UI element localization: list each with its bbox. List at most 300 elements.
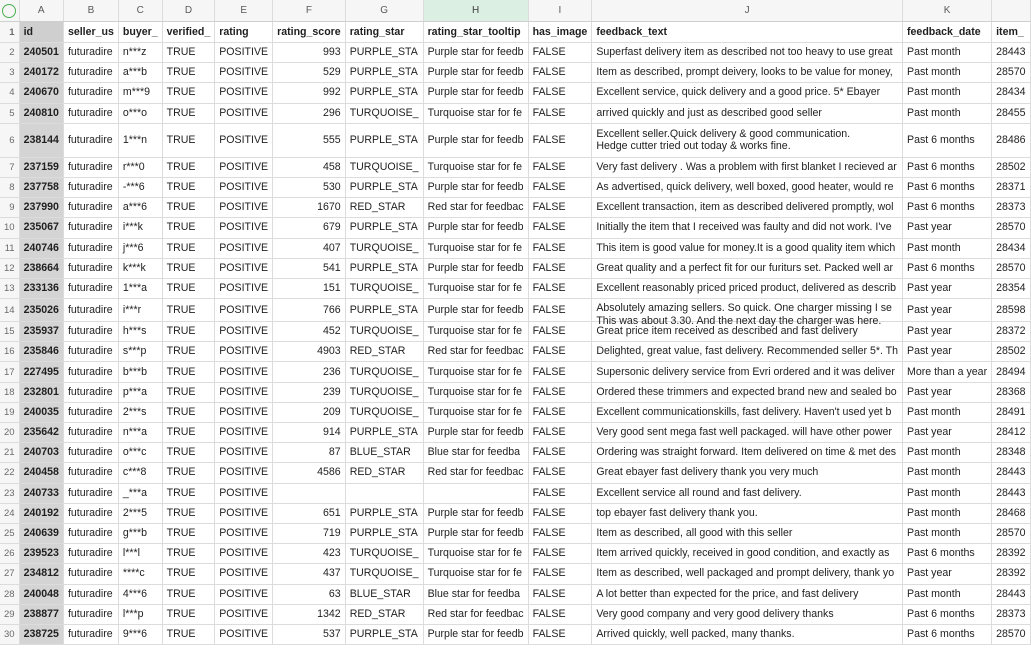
cell-id[interactable]: 235067: [19, 218, 63, 238]
cell-verified[interactable]: TRUE: [162, 278, 215, 298]
cell-image[interactable]: FALSE: [528, 402, 592, 422]
column-letter[interactable]: A: [19, 0, 63, 22]
cell-star[interactable]: [345, 483, 423, 503]
cell-star[interactable]: PURPLE_STA: [345, 299, 423, 322]
cell-text[interactable]: As advertised, quick delivery, well boxed, good heater, would re: [592, 177, 903, 197]
row-number[interactable]: 8: [0, 177, 19, 197]
cell-text[interactable]: Arrived quickly, well packed, many thanks.: [592, 624, 903, 644]
cell-tooltip[interactable]: Purple star for feedb: [423, 299, 528, 322]
cell-date[interactable]: Past year: [903, 342, 992, 362]
cell-item[interactable]: 28368: [992, 382, 1030, 402]
cell-item[interactable]: 28570: [992, 258, 1030, 278]
column-letter[interactable]: C: [118, 0, 162, 22]
header-cell[interactable]: rating: [215, 22, 273, 43]
cell-verified[interactable]: TRUE: [162, 43, 215, 63]
cell-text[interactable]: [592, 299, 903, 327]
header-cell[interactable]: rating_star_tooltip: [423, 22, 528, 43]
cell-verified[interactable]: TRUE: [162, 198, 215, 218]
header-cell[interactable]: verified_: [162, 22, 215, 43]
row-number[interactable]: 1: [0, 22, 19, 43]
cell-item[interactable]: 28348: [992, 443, 1030, 463]
cell-verified[interactable]: TRUE: [162, 83, 215, 103]
cell-score[interactable]: 423: [273, 544, 346, 564]
row-number[interactable]: 15: [0, 322, 19, 342]
cell-item[interactable]: 28570: [992, 63, 1030, 83]
cell-seller[interactable]: futuradire: [63, 103, 118, 123]
cell-verified[interactable]: TRUE: [162, 564, 215, 584]
cell-score[interactable]: 458: [273, 157, 346, 177]
cell-rating[interactable]: POSITIVE: [215, 157, 273, 177]
cell-image[interactable]: FALSE: [528, 523, 592, 543]
cell-star[interactable]: RED_STAR: [345, 342, 423, 362]
cell-item[interactable]: 28502: [992, 157, 1030, 177]
cell-verified[interactable]: TRUE: [162, 523, 215, 543]
cell-rating[interactable]: POSITIVE: [215, 63, 273, 83]
cell-star[interactable]: PURPLE_STA: [345, 83, 423, 103]
cell-rating[interactable]: POSITIVE: [215, 103, 273, 123]
cell-score[interactable]: 537: [273, 624, 346, 644]
cell-star[interactable]: TURQUOISE_: [345, 278, 423, 298]
cell-date[interactable]: Past month: [903, 43, 992, 63]
cell-id[interactable]: 235937: [19, 322, 63, 342]
column-letter[interactable]: J: [592, 0, 903, 22]
column-letter[interactable]: I: [528, 0, 592, 22]
cell-verified[interactable]: TRUE: [162, 463, 215, 483]
cell-item[interactable]: 28570: [992, 624, 1030, 644]
cell-buyer[interactable]: 1***n: [118, 123, 162, 157]
cell-id[interactable]: 240670: [19, 83, 63, 103]
cell-text[interactable]: This item is good value for money.It is a good quality item which: [592, 238, 903, 258]
row-number[interactable]: 19: [0, 402, 19, 422]
cell-id[interactable]: 234812: [19, 564, 63, 584]
cell-tooltip[interactable]: Purple star for feedb: [423, 624, 528, 644]
cell-score[interactable]: 437: [273, 564, 346, 584]
cell-seller[interactable]: futuradire: [63, 258, 118, 278]
cell-score[interactable]: 1342: [273, 604, 346, 624]
cell-seller[interactable]: futuradire: [63, 503, 118, 523]
cell-tooltip[interactable]: Turquoise star for fe: [423, 402, 528, 422]
cell-item[interactable]: 28443: [992, 463, 1030, 483]
header-cell[interactable]: feedback_text: [592, 22, 903, 43]
cell-image[interactable]: FALSE: [528, 342, 592, 362]
cell-id[interactable]: 227495: [19, 362, 63, 382]
cell-image[interactable]: FALSE: [528, 584, 592, 604]
column-letter[interactable]: G: [345, 0, 423, 22]
cell-buyer[interactable]: i***k: [118, 218, 162, 238]
row-number[interactable]: 6: [0, 123, 19, 157]
cell-score[interactable]: 529: [273, 63, 346, 83]
cell-text[interactable]: Ordering was straight forward. Item delivered on time & met des: [592, 443, 903, 463]
cell-verified[interactable]: TRUE: [162, 402, 215, 422]
cell-date[interactable]: Past year: [903, 564, 992, 584]
row-number[interactable]: 9: [0, 198, 19, 218]
cell-buyer[interactable]: -***6: [118, 177, 162, 197]
cell-buyer[interactable]: s***p: [118, 342, 162, 362]
cell-star[interactable]: RED_STAR: [345, 198, 423, 218]
cell-tooltip[interactable]: Turquoise star for fe: [423, 157, 528, 177]
cell-seller[interactable]: futuradire: [63, 63, 118, 83]
cell-image[interactable]: FALSE: [528, 278, 592, 298]
cell-score[interactable]: [273, 483, 346, 503]
cell-date[interactable]: Past 6 months: [903, 544, 992, 564]
cell-id[interactable]: 238664: [19, 258, 63, 278]
cell-seller[interactable]: futuradire: [63, 624, 118, 644]
cell-seller[interactable]: futuradire: [63, 342, 118, 362]
cell-text[interactable]: Excellent transaction, item as described delivered promptly, wol: [592, 198, 903, 218]
cell-item[interactable]: 28443: [992, 483, 1030, 503]
cell-star[interactable]: PURPLE_STA: [345, 43, 423, 63]
cell-date[interactable]: Past month: [903, 483, 992, 503]
cell-score[interactable]: 530: [273, 177, 346, 197]
cell-score[interactable]: 87: [273, 443, 346, 463]
cell-seller[interactable]: futuradire: [63, 483, 118, 503]
cell-tooltip[interactable]: Purple star for feedb: [423, 83, 528, 103]
cell-item[interactable]: 28372: [992, 322, 1030, 342]
cell-image[interactable]: FALSE: [528, 258, 592, 278]
cell-item[interactable]: 28373: [992, 198, 1030, 218]
column-letter[interactable]: K: [903, 0, 992, 22]
cell-id[interactable]: 240639: [19, 523, 63, 543]
cell-id[interactable]: 240733: [19, 483, 63, 503]
cell-rating[interactable]: POSITIVE: [215, 483, 273, 503]
row-number[interactable]: 23: [0, 483, 19, 503]
cell-seller[interactable]: futuradire: [63, 463, 118, 483]
cell-buyer[interactable]: b***b: [118, 362, 162, 382]
cell-star[interactable]: RED_STAR: [345, 604, 423, 624]
cell-verified[interactable]: TRUE: [162, 157, 215, 177]
cell-seller[interactable]: futuradire: [63, 299, 118, 322]
row-number[interactable]: 27: [0, 564, 19, 584]
cell-star[interactable]: PURPLE_STA: [345, 218, 423, 238]
cell-tooltip[interactable]: Purple star for feedb: [423, 123, 528, 157]
cell-image[interactable]: FALSE: [528, 218, 592, 238]
cell-rating[interactable]: POSITIVE: [215, 503, 273, 523]
cell-rating[interactable]: POSITIVE: [215, 43, 273, 63]
cell-item[interactable]: 28570: [992, 523, 1030, 543]
cell-id[interactable]: 237990: [19, 198, 63, 218]
cell-rating[interactable]: POSITIVE: [215, 463, 273, 483]
header-cell[interactable]: rating_score: [273, 22, 346, 43]
cell-text[interactable]: Excellent communicationskills, fast delivery. Haven't used yet b: [592, 402, 903, 422]
cell-buyer[interactable]: l***p: [118, 604, 162, 624]
cell-tooltip[interactable]: Purple star for feedb: [423, 218, 528, 238]
cell-date[interactable]: Past month: [903, 443, 992, 463]
cell-id[interactable]: 235642: [19, 423, 63, 443]
cell-rating[interactable]: POSITIVE: [215, 278, 273, 298]
cell-score[interactable]: 236: [273, 362, 346, 382]
row-number[interactable]: 7: [0, 157, 19, 177]
cell-tooltip[interactable]: Blue star for feedba: [423, 443, 528, 463]
cell-star[interactable]: TURQUOISE_: [345, 402, 423, 422]
cell-image[interactable]: FALSE: [528, 463, 592, 483]
cell-star[interactable]: PURPLE_STA: [345, 423, 423, 443]
cell-item[interactable]: 28494: [992, 362, 1030, 382]
cell-rating[interactable]: POSITIVE: [215, 299, 273, 322]
cell-date[interactable]: Past month: [903, 503, 992, 523]
cell-id[interactable]: 237159: [19, 157, 63, 177]
row-number[interactable]: 3: [0, 63, 19, 83]
cell-seller[interactable]: futuradire: [63, 382, 118, 402]
row-number[interactable]: 29: [0, 604, 19, 624]
cell-date[interactable]: Past 6 months: [903, 604, 992, 624]
cell-buyer[interactable]: 2***5: [118, 503, 162, 523]
header-cell[interactable]: item_: [992, 22, 1030, 43]
header-cell[interactable]: seller_us: [63, 22, 118, 43]
cell-image[interactable]: FALSE: [528, 157, 592, 177]
cell-tooltip[interactable]: Purple star for feedb: [423, 503, 528, 523]
row-number[interactable]: 13: [0, 278, 19, 298]
cell-score[interactable]: 209: [273, 402, 346, 422]
cell-text[interactable]: Great quality and a perfect fit for our furiturs set. Packed well ar: [592, 258, 903, 278]
cell-date[interactable]: Past 6 months: [903, 177, 992, 197]
cell-rating[interactable]: POSITIVE: [215, 402, 273, 422]
cell-seller[interactable]: futuradire: [63, 322, 118, 342]
cell-buyer[interactable]: c***8: [118, 463, 162, 483]
cell-tooltip[interactable]: Purple star for feedb: [423, 63, 528, 83]
cell-image[interactable]: FALSE: [528, 322, 592, 342]
cell-seller[interactable]: futuradire: [63, 123, 118, 157]
cell-star[interactable]: TURQUOISE_: [345, 157, 423, 177]
row-number[interactable]: 2: [0, 43, 19, 63]
cell-seller[interactable]: futuradire: [63, 157, 118, 177]
cell-rating[interactable]: POSITIVE: [215, 342, 273, 362]
cell-date[interactable]: Past month: [903, 103, 992, 123]
cell-seller[interactable]: futuradire: [63, 402, 118, 422]
row-number[interactable]: 11: [0, 238, 19, 258]
cell-text[interactable]: Excellent seller.Quick delivery & good communication. Hedge cutter tried out today & works fine.: [592, 123, 903, 157]
cell-tooltip[interactable]: Red star for feedbac: [423, 604, 528, 624]
cell-id[interactable]: 240810: [19, 103, 63, 123]
cell-image[interactable]: FALSE: [528, 564, 592, 584]
cell-item[interactable]: 28502: [992, 342, 1030, 362]
cell-tooltip[interactable]: Purple star for feedb: [423, 258, 528, 278]
cell-image[interactable]: FALSE: [528, 43, 592, 63]
cell-tooltip[interactable]: Purple star for feedb: [423, 177, 528, 197]
cell-image[interactable]: FALSE: [528, 238, 592, 258]
cell-date[interactable]: Past month: [903, 463, 992, 483]
cell-item[interactable]: 28434: [992, 238, 1030, 258]
cell-text[interactable]: top ebayer fast delivery thank you.: [592, 503, 903, 523]
cell-text[interactable]: Very fast delivery . Was a problem with first blanket I recieved ar: [592, 157, 903, 177]
cell-id[interactable]: 240048: [19, 584, 63, 604]
cell-star[interactable]: TURQUOISE_: [345, 544, 423, 564]
cell-buyer[interactable]: 4***6: [118, 584, 162, 604]
cell-buyer[interactable]: 1***a: [118, 278, 162, 298]
cell-rating[interactable]: POSITIVE: [215, 584, 273, 604]
cell-star[interactable]: RED_STAR: [345, 463, 423, 483]
row-number[interactable]: 26: [0, 544, 19, 564]
cell-verified[interactable]: TRUE: [162, 238, 215, 258]
cell-verified[interactable]: TRUE: [162, 423, 215, 443]
cell-star[interactable]: PURPLE_STA: [345, 523, 423, 543]
cell-date[interactable]: Past month: [903, 63, 992, 83]
cell-buyer[interactable]: h***s: [118, 322, 162, 342]
cell-rating[interactable]: POSITIVE: [215, 443, 273, 463]
cell-seller[interactable]: futuradire: [63, 278, 118, 298]
cell-buyer[interactable]: p***a: [118, 382, 162, 402]
cell-tooltip[interactable]: Turquoise star for fe: [423, 362, 528, 382]
cell-date[interactable]: Past year: [903, 322, 992, 342]
row-number[interactable]: 21: [0, 443, 19, 463]
cell-id[interactable]: 240703: [19, 443, 63, 463]
row-number[interactable]: 30: [0, 624, 19, 644]
row-number[interactable]: 22: [0, 463, 19, 483]
cell-image[interactable]: FALSE: [528, 123, 592, 157]
cell-star[interactable]: TURQUOISE_: [345, 382, 423, 402]
cell-star[interactable]: PURPLE_STA: [345, 258, 423, 278]
cell-id[interactable]: 240501: [19, 43, 63, 63]
cell-id[interactable]: 239523: [19, 544, 63, 564]
cell-verified[interactable]: TRUE: [162, 63, 215, 83]
cell-star[interactable]: TURQUOISE_: [345, 322, 423, 342]
cell-tooltip[interactable]: Red star for feedbac: [423, 342, 528, 362]
cell-tooltip[interactable]: Turquoise star for fe: [423, 322, 528, 342]
cell-text[interactable]: Item arrived quickly, received in good condition, and exactly as: [592, 544, 903, 564]
header-cell[interactable]: rating_star: [345, 22, 423, 43]
cell-buyer[interactable]: l***l: [118, 544, 162, 564]
cell-text[interactable]: Item as described, well packaged and prompt delivery, thank yo: [592, 564, 903, 584]
cell-item[interactable]: 28443: [992, 584, 1030, 604]
cell-text[interactable]: Very good sent mega fast well packaged. will have other power: [592, 423, 903, 443]
cell-id[interactable]: 238725: [19, 624, 63, 644]
cell-buyer[interactable]: j***6: [118, 238, 162, 258]
cell-date[interactable]: Past 6 months: [903, 157, 992, 177]
cell-tooltip[interactable]: Blue star for feedba: [423, 584, 528, 604]
cell-date[interactable]: Past year: [903, 278, 992, 298]
cell-date[interactable]: Past year: [903, 218, 992, 238]
cell-verified[interactable]: TRUE: [162, 382, 215, 402]
cell-buyer[interactable]: _***a: [118, 483, 162, 503]
cell-score[interactable]: 914: [273, 423, 346, 443]
cell-image[interactable]: FALSE: [528, 483, 592, 503]
cell-rating[interactable]: POSITIVE: [215, 322, 273, 342]
cell-seller[interactable]: futuradire: [63, 238, 118, 258]
cell-verified[interactable]: TRUE: [162, 544, 215, 564]
header-cell[interactable]: buyer_: [118, 22, 162, 43]
cell-star[interactable]: TURQUOISE_: [345, 564, 423, 584]
cell-id[interactable]: 240746: [19, 238, 63, 258]
cell-item[interactable]: 28392: [992, 564, 1030, 584]
column-letter[interactable]: D: [162, 0, 215, 22]
cell-image[interactable]: FALSE: [528, 103, 592, 123]
cell-buyer[interactable]: m***9: [118, 83, 162, 103]
cell-rating[interactable]: POSITIVE: [215, 83, 273, 103]
cell-item[interactable]: 28468: [992, 503, 1030, 523]
cell-date[interactable]: Past year: [903, 299, 992, 322]
row-number[interactable]: 20: [0, 423, 19, 443]
cell-id[interactable]: 235026: [19, 299, 63, 322]
cell-buyer[interactable]: g***b: [118, 523, 162, 543]
row-number[interactable]: 17: [0, 362, 19, 382]
cell-text[interactable]: arrived quickly and just as described good seller: [592, 103, 903, 123]
cell-buyer[interactable]: r***0: [118, 157, 162, 177]
column-letter[interactable]: E: [215, 0, 273, 22]
cell-id[interactable]: 240192: [19, 503, 63, 523]
cell-item[interactable]: 28491: [992, 402, 1030, 422]
cell-id[interactable]: 238144: [19, 123, 63, 157]
cell-tooltip[interactable]: Purple star for feedb: [423, 43, 528, 63]
cell-score[interactable]: 719: [273, 523, 346, 543]
cell-verified[interactable]: TRUE: [162, 584, 215, 604]
cell-star[interactable]: PURPLE_STA: [345, 63, 423, 83]
cell-text[interactable]: Excellent service all round and fast delivery.: [592, 483, 903, 503]
header-cell[interactable]: feedback_date: [903, 22, 992, 43]
cell-star[interactable]: PURPLE_STA: [345, 177, 423, 197]
cell-verified[interactable]: TRUE: [162, 342, 215, 362]
cell-date[interactable]: Past month: [903, 523, 992, 543]
cell-seller[interactable]: futuradire: [63, 523, 118, 543]
cell-score[interactable]: 239: [273, 382, 346, 402]
cell-text[interactable]: Excellent service, quick delivery and a good price. 5* Ebayer: [592, 83, 903, 103]
cell-rating[interactable]: POSITIVE: [215, 624, 273, 644]
cell-image[interactable]: FALSE: [528, 443, 592, 463]
cell-item[interactable]: 28486: [992, 123, 1030, 157]
cell-star[interactable]: PURPLE_STA: [345, 123, 423, 157]
cell-seller[interactable]: futuradire: [63, 218, 118, 238]
cell-rating[interactable]: POSITIVE: [215, 544, 273, 564]
cell-seller[interactable]: futuradire: [63, 198, 118, 218]
header-cell[interactable]: has_image: [528, 22, 592, 43]
cell-text[interactable]: Excellent reasonably priced priced product, delivered as describ: [592, 278, 903, 298]
cell-rating[interactable]: POSITIVE: [215, 177, 273, 197]
cell-id[interactable]: 240035: [19, 402, 63, 422]
column-letter[interactable]: F: [273, 0, 346, 22]
cell-star[interactable]: TURQUOISE_: [345, 238, 423, 258]
row-number[interactable]: 14: [0, 299, 19, 322]
cell-buyer[interactable]: 2***s: [118, 402, 162, 422]
cell-id[interactable]: 233136: [19, 278, 63, 298]
cell-rating[interactable]: POSITIVE: [215, 258, 273, 278]
cell-tooltip[interactable]: Turquoise star for fe: [423, 564, 528, 584]
cell-item[interactable]: 28598: [992, 299, 1030, 322]
cell-tooltip[interactable]: Turquoise star for fe: [423, 382, 528, 402]
cell-verified[interactable]: TRUE: [162, 218, 215, 238]
cell-id[interactable]: 240172: [19, 63, 63, 83]
cell-date[interactable]: Past 6 months: [903, 624, 992, 644]
cell-id[interactable]: 235846: [19, 342, 63, 362]
cell-item[interactable]: 28354: [992, 278, 1030, 298]
cell-buyer[interactable]: o***c: [118, 443, 162, 463]
cell-star[interactable]: TURQUOISE_: [345, 362, 423, 382]
cell-date[interactable]: Past year: [903, 382, 992, 402]
cell-seller[interactable]: futuradire: [63, 604, 118, 624]
cell-text[interactable]: Great ebayer fast delivery thank you very much: [592, 463, 903, 483]
cell-buyer[interactable]: o***o: [118, 103, 162, 123]
cell-rating[interactable]: POSITIVE: [215, 123, 273, 157]
cell-score[interactable]: 407: [273, 238, 346, 258]
cell-rating[interactable]: POSITIVE: [215, 382, 273, 402]
cell-buyer[interactable]: 9***6: [118, 624, 162, 644]
cell-image[interactable]: FALSE: [528, 503, 592, 523]
cell-rating[interactable]: POSITIVE: [215, 362, 273, 382]
row-number[interactable]: 28: [0, 584, 19, 604]
cell-date[interactable]: Past year: [903, 423, 992, 443]
cell-score[interactable]: 651: [273, 503, 346, 523]
cell-item[interactable]: 28371: [992, 177, 1030, 197]
cell-item[interactable]: 28434: [992, 83, 1030, 103]
cell-verified[interactable]: TRUE: [162, 258, 215, 278]
cell-rating[interactable]: POSITIVE: [215, 604, 273, 624]
cell-item[interactable]: 28392: [992, 544, 1030, 564]
cell-date[interactable]: Past month: [903, 83, 992, 103]
cell-item[interactable]: 28455: [992, 103, 1030, 123]
cell-star[interactable]: BLUE_STAR: [345, 584, 423, 604]
cell-verified[interactable]: TRUE: [162, 123, 215, 157]
cell-tooltip[interactable]: Turquoise star for fe: [423, 278, 528, 298]
cell-text[interactable]: Supersonic delivery service from Evri ordered and it was deliver: [592, 362, 903, 382]
cell-date[interactable]: Past 6 months: [903, 198, 992, 218]
cell-item[interactable]: 28412: [992, 423, 1030, 443]
